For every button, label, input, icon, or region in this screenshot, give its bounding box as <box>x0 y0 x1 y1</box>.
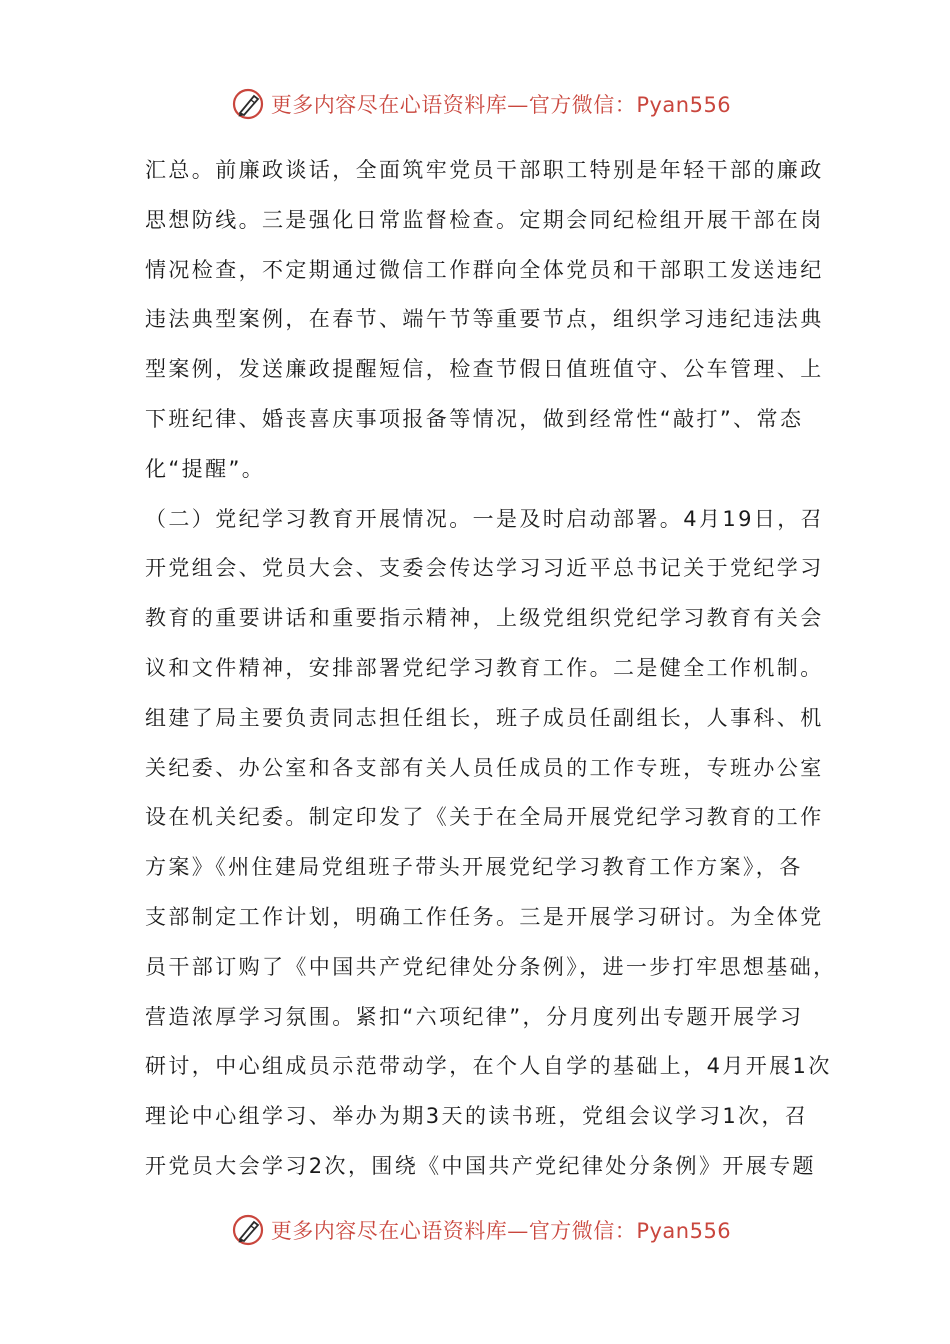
footer-watermark <box>231 1213 731 1247</box>
text-line: 组建了局主要负责同志担任组长，班子成员任副组长，人事科、机 <box>145 705 824 730</box>
text-line: 情况检查，不定期通过微信工作群向全体党员和干部职工发送违纪 <box>145 257 824 282</box>
footer-watermark-banner <box>0 1210 950 1250</box>
document-body <box>145 146 837 1192</box>
text-line: 教育的重要讲话和重要指示精神，上级党组织党纪学习教育有关会 <box>145 606 824 631</box>
text-line: 型案例，发送廉政提醒短信，检查节假日值班值守、公车管理、上 <box>145 357 824 382</box>
watermark-site-text: 更多内容尽在心语资料库— <box>270 93 529 117</box>
text-line: 设在机关纪委。制定印发了《关于在全局开展党纪学习教育的工作 <box>145 805 824 830</box>
watermark-site-text: 更多内容尽在心语资料库— <box>270 1219 529 1243</box>
watermark-text <box>271 1215 731 1245</box>
text-line: 关纪委、办公室和各支部有关人员任成员的工作专班，专班办公室 <box>145 755 824 780</box>
watermark-wechat-id: Pyan556 <box>636 93 732 117</box>
text-line: 方案》《州住建局党组班子带头开展党纪学习教育工作方案》，各 <box>145 855 803 880</box>
text-line: 支部制定工作计划，明确工作任务。三是开展学习研讨。为全体党 <box>145 904 824 929</box>
pen-nib-icon <box>231 87 265 121</box>
text-line: （二）党纪学习教育开展情况。一是及时启动部署。4月19日，召 <box>145 506 825 531</box>
text-line: 违法典型案例，在春节、端午节等重要节点，组织学习违纪违法典 <box>145 307 824 332</box>
text-line: 研讨，中心组成员示范带动学，在个人自学的基础上，4月开展1次 <box>145 1054 832 1079</box>
text-line: 营造浓厚学习氛围。紧扣“六项纪律”，分月度列出专题开展学习 <box>145 1004 804 1029</box>
pen-nib-icon <box>231 1213 265 1247</box>
watermark-wechat-label: 官方微信： <box>528 93 637 117</box>
header-watermark-banner <box>0 84 950 124</box>
text-line: 汇总。前廉政谈话，全面筑牢党员干部职工特别是年轻干部的廉政 <box>145 158 824 182</box>
text-line: 理论中心组学习、举办为期3天的读书班，党组会议学习1次，召 <box>145 1104 809 1129</box>
watermark-wechat-label: 官方微信： <box>528 1219 637 1243</box>
watermark-wechat-id: Pyan556 <box>636 1219 732 1243</box>
text-line: 员干部订购了《中国共产党纪律处分条例》，进一步打牢思想基础， <box>145 954 837 979</box>
text-line: 开党组会、党员大会、支委会传达学习习近平总书记关于党纪学习 <box>145 556 824 581</box>
header-watermark <box>231 87 731 121</box>
text-line: 思想防线。三是强化日常监督检查。定期会同纪检组开展干部在岗 <box>145 207 824 232</box>
watermark-text <box>271 89 731 119</box>
text-line: 化“提醒”。 <box>145 456 266 481</box>
text-line: 下班纪律、婚丧喜庆事项报备等情况，做到经常性“敲打”、常态 <box>145 406 804 431</box>
text-line: 开党员大会学习2次，围绕《中国共产党纪律处分条例》开展专题 <box>145 1153 816 1178</box>
text-line: 议和文件精神，安排部署党纪学习教育工作。二是健全工作机制。 <box>145 655 824 680</box>
